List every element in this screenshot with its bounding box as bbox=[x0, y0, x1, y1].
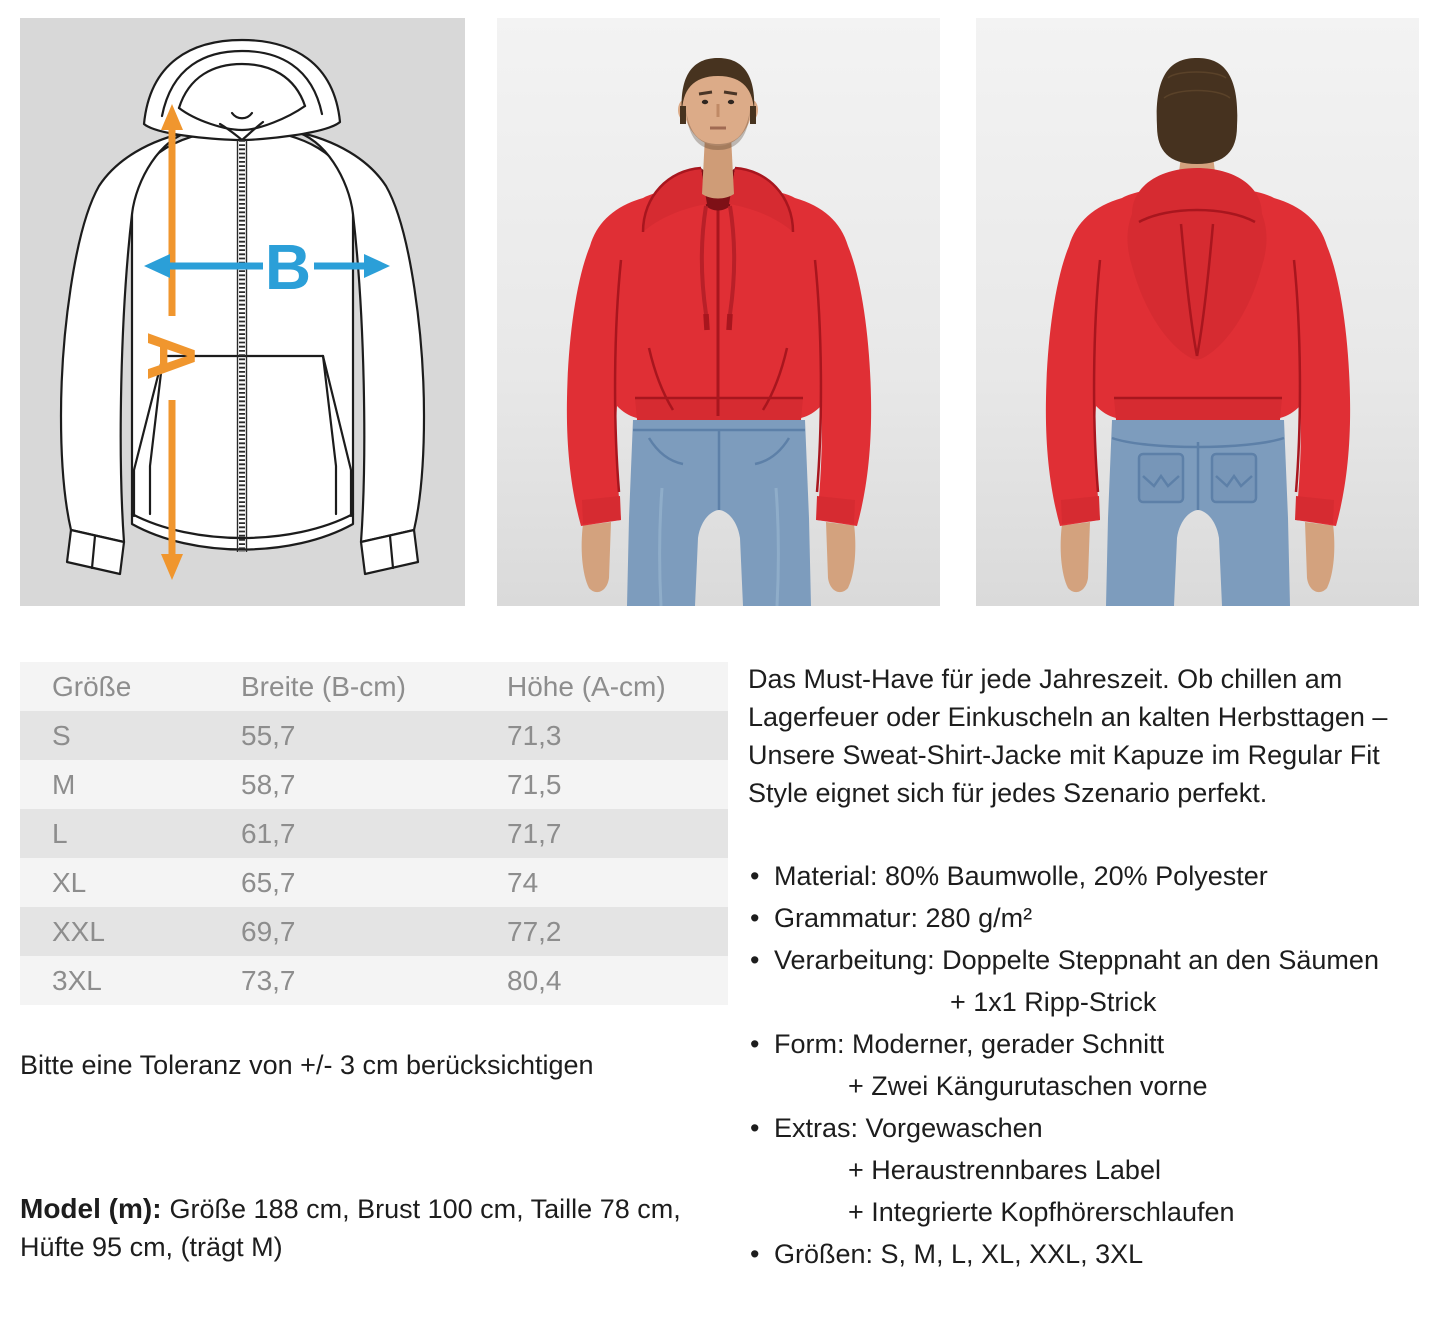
measurement-label-b: B bbox=[264, 231, 312, 303]
model-front-photo bbox=[497, 18, 940, 606]
detail-label: + Heraustrennbares Label bbox=[848, 1155, 1161, 1185]
table-row-s bbox=[20, 711, 728, 760]
cell-size: M bbox=[52, 768, 76, 800]
table-row-3xl bbox=[20, 956, 728, 1005]
detail-kaengurutaschen: + Zwei Kängurutaschen vorne bbox=[848, 1071, 1208, 1101]
product-detail-list bbox=[748, 855, 1428, 1275]
detail-form: • Form: Moderner, gerader Schnitt bbox=[748, 1023, 1428, 1065]
detail-extras: • Extras: Vorgewaschen bbox=[748, 1107, 1428, 1149]
model-back-illustration bbox=[975, 18, 1420, 606]
table-row-l bbox=[20, 809, 728, 858]
hair-back bbox=[1157, 58, 1238, 164]
model-front-illustration bbox=[497, 18, 940, 606]
size-table bbox=[20, 662, 728, 1005]
cell-height: 74 bbox=[507, 866, 539, 898]
cell-width: 69,7 bbox=[241, 915, 296, 947]
detail-verarbeitung: • Verarbeitung: Doppelte Steppnaht an den Säumen bbox=[748, 939, 1428, 981]
detail-ripp-strick: + 1x1 Ripp-Strick bbox=[950, 987, 1157, 1017]
cell-width: 65,7 bbox=[241, 866, 296, 898]
model-back-photo bbox=[975, 18, 1420, 606]
detail-groessen: • Größen: S, M, L, XL, XXL, 3XL bbox=[748, 1233, 1428, 1275]
col-header-size: Größe bbox=[52, 670, 132, 702]
col-header-height: Höhe (A-cm) bbox=[507, 670, 666, 702]
model-measurements bbox=[20, 1190, 712, 1266]
cell-width: 73,7 bbox=[241, 964, 296, 996]
tolerance-note: Bitte eine Toleranz von +/- 3 cm berücksichtigen bbox=[20, 1050, 594, 1080]
size-diagram-panel bbox=[20, 18, 465, 606]
head-back bbox=[1157, 58, 1238, 164]
cell-size: XL bbox=[52, 866, 87, 898]
cell-size: 3XL bbox=[52, 964, 102, 996]
cell-size: L bbox=[52, 817, 68, 849]
product-description bbox=[748, 660, 1428, 1275]
detail-material: • Material: 80% Baumwolle, 20% Polyester bbox=[748, 855, 1428, 897]
cell-width: 55,7 bbox=[241, 719, 296, 751]
table-row-xxl bbox=[20, 907, 728, 956]
cell-height: 71,5 bbox=[507, 768, 562, 800]
detail-grammatur: • Grammatur: 280 g/m² bbox=[748, 897, 1428, 939]
cell-size: XXL bbox=[52, 915, 105, 947]
measurement-label-a: A bbox=[133, 331, 209, 381]
cell-height: 80,4 bbox=[507, 964, 562, 996]
cell-height: 71,3 bbox=[507, 719, 562, 751]
cell-width: 58,7 bbox=[241, 768, 296, 800]
product-intro-paragraph: Das Must-Have für jede Jahreszeit. Ob chillen am Lagerfeuer oder Einkuscheln an kalten Herbsttagen – Unsere Sweat-Shirt-Jacke mit Kapuze im Regular Fit Style eignet sich für jedes Szenario perfekt. bbox=[748, 664, 1388, 808]
detail-kopfhoererschlaufen: + Integrierte Kopfhörerschlaufen bbox=[848, 1197, 1235, 1227]
hoodie-measurement-diagram bbox=[20, 18, 465, 606]
table-row-xl bbox=[20, 858, 728, 907]
cell-width: 61,7 bbox=[241, 817, 296, 849]
model-info-label: Model (m): bbox=[20, 1193, 162, 1224]
table-row-m bbox=[20, 760, 728, 809]
cell-height: 71,7 bbox=[507, 817, 562, 849]
cell-size: S bbox=[52, 719, 71, 751]
col-header-width: Breite (B-cm) bbox=[241, 670, 406, 702]
cell-height: 77,2 bbox=[507, 915, 562, 947]
size-table-header-row bbox=[20, 662, 728, 711]
model-info-text: Größe 188 cm, Brust 100 cm, Taille 78 cm, Hüfte 95 cm, (trägt M) bbox=[20, 1194, 681, 1262]
